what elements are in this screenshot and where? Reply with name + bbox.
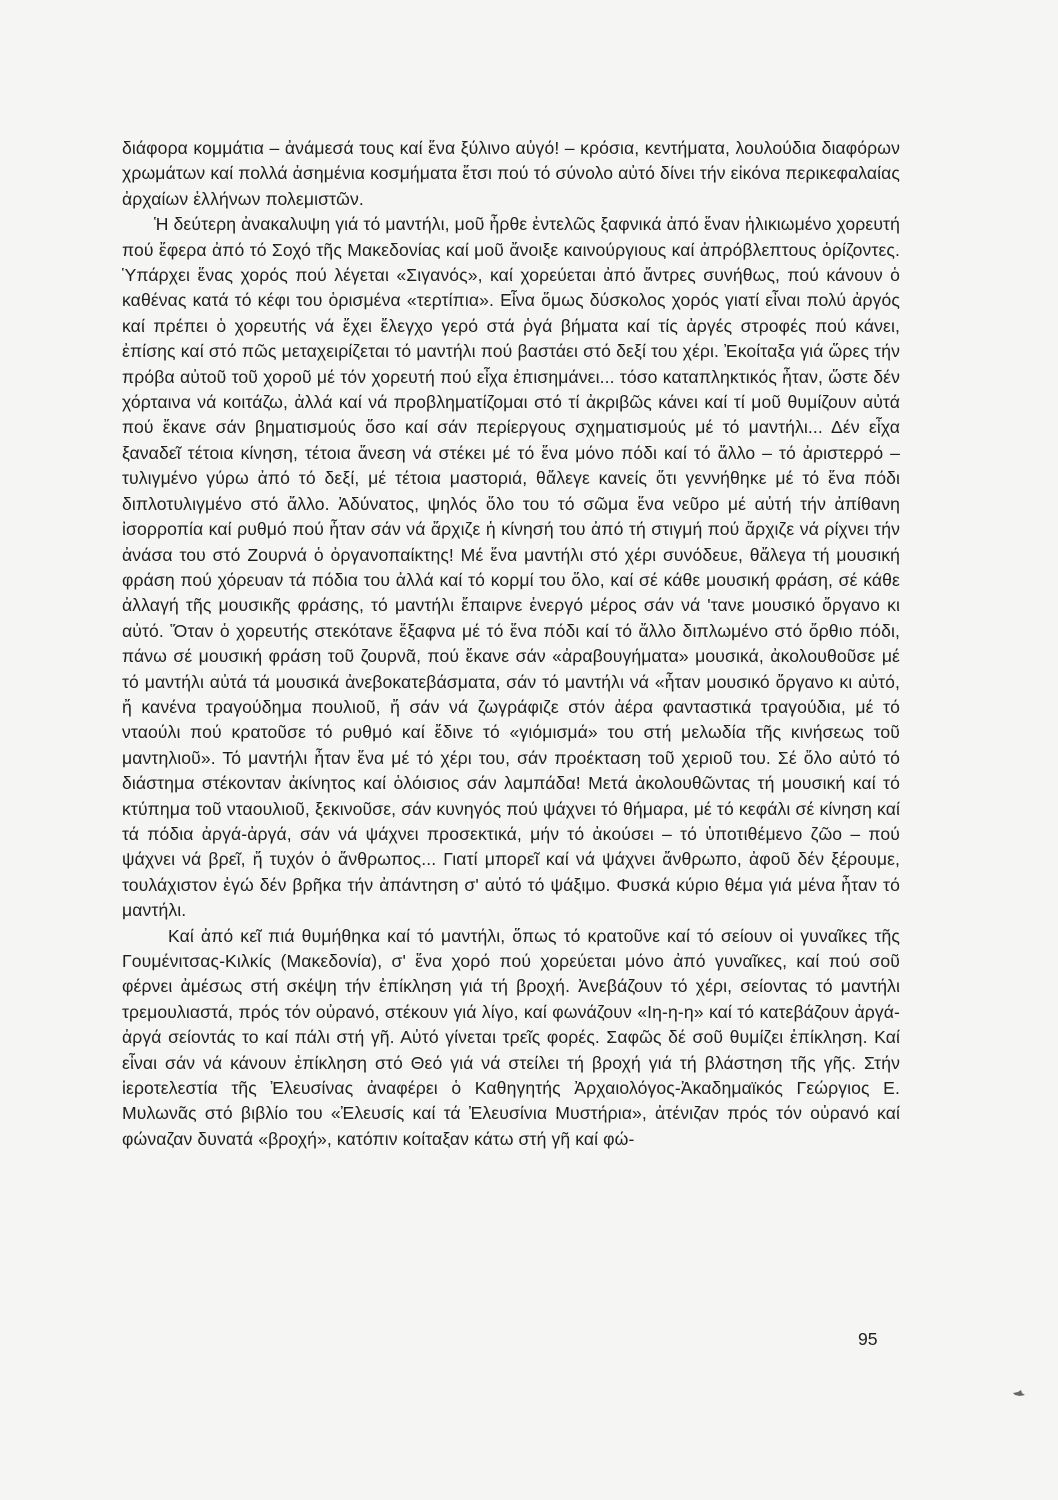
paragraph-3: Καί ἀπό κεῖ πιά θυμήθηκα καί τό μαντήλι, ὅπως τό κρατοῦνε καί τό σείουν οἱ γυναῖκες τῆς Γουμένιτσας-Κιλκίς (Μακεδονία), σ' ἕνα χορό πού χορεύεται μόνο ἀπό γυναῖκες, καί πού σοῦ φέρνει ἀμέσως στή σκέψη τήν ἐπίκληση γιά τή βροχή. Ἀνεβάζουν τό χέρι, σείοντας τό μαντήλι τρεμουλιαστά, πρός τόν οὐρανό, στέκουν γιά λίγο, καί φωνάζουν «Ιη-η-η» καί τό κατεβάζουν ἀργά-ἀργά σείοντάς το καί πάλι στή γῆ. Αὐτό γίνεται τρεῖς φορές. Σαφῶς δέ σοῦ θυμίζει ἐπίκληση. Καί εἶναι σάν νά κάνουν ἐπίκληση στό Θεό γιά νά στείλει τή βροχή γιά τή βλάστηση τῆς γῆς. Στήν ἱεροτελεστία τῆς Ἐλευσίνας ἀναφέρει ὁ Καθηγητής Ἀρχαιολόγος-Ἀκαδημαϊκός Γεώργιος Ε. Μυλωνᾶς στό βιβλίο του «Ἐλευσίς καί τά Ἐλευσίνια Μυστήρια», ἀτένιζαν πρός τόν οὐρανό καί φώναζαν δυνατά «βροχή», κατόπιν κοίταξαν κάτω στή γῆ καί φώ-: [122, 925, 900, 1149]
paragraph-1: διάφορα κομμάτια – ἀνάμεσά τους καί ἕνα ξύλινο αὐγό! – κρόσια, κεντήματα, λουλούδια διαφόρων χρωμάτων καί πολλά ἀσημένια κοσμήματα ἔτσι πού τό σύνολο αὐτό δίνει τήν εἰκόνα περικεφαλαίας ἀρχαίων ἑλλήνων πολεμιστῶν.: [122, 138, 900, 209]
paragraph-2: Ἡ δεύτερη ἀνακαλυψη γιά τό μαντήλι, μοῦ ἦρθε ἐντελῶς ξαφνικά ἀπό ἕναν ἡλικιωμένο χορευτή πού ἔφερα ἀπό τό Σοχό τῆς Μακεδονίας καί μοῦ ἄνοιξε καινούργιους καί ἀπρόβλεπτους ὁρίζοντες. Ὑπάρχει ἕνας χορός πού λέγεται «Σιγανός», καί χορεύεται ἀπό ἄντρες συνήθως, πού κάνουν ὁ καθένας κατά τό κέφι του ὁρισμένα «τερτίπια». Εἶνα ὅμως δύσκολος χορός γιατί εἶναι πολύ ἀργός καί πρέπει ὁ χορευτής νά ἔχει ἔλεγχο γερό στά ῥγά βήματα καί τίς ἀργές στροφές πού κάνει, ἐπίσης καί στό πῶς μεταχειρίζεται τό μαντήλι πού βαστάει στό δεξί του χέρι. Ἐκοίταξα γιά ὥρες τήν πρόβα αὐτοῦ τοῦ χοροῦ μέ τόν χορευτή πού εἶχα ἐπισημάνει... τόσο καταπληκτικός ἦταν, ὥστε δέν χόρταινα νά κοιτάζω, ἀλλά καί νά προβληματίζομαι στό τί ἀκριβῶς κάνει καί τί μοῦ θυμίζουν αὐτά πού ἔκανε σάν βηματισμούς ὅσο καί σάν περίεργους σχηματισμούς μέ τό μαντήλι... Δέν εἶχα ξαναδεῖ τέτοια κίνηση, τέτοια ἄνεση νά στέκει μέ τό ἕνα μόνο πόδι καί τό ἄλλο – τό ἀριστερρό – τυλιγμένο γύρω ἀπό τό δεξί, μέ τέτοια μαστοριά, θἄλεγε κανείς ὅτι γεννήθηκε μέ τό ἕνα πόδι διπλοτυλιγμένο στό ἄλλο. Ἀδύνατος, ψηλός ὅλο του τό σῶμα ἕνα νεῦρο μέ αὐτή τήν ἀπίθανη ἰσορροπία καί ρυθμό πού ἦταν σάν νά ἄρχιζε ἡ κίνησή του ἀπό τή στιγμή πού ἄρχιζε νά ρίχνει τήν ἀνάσα του στό Ζουρνά ὁ ὀργανοπαίκτης! Μέ ἕνα μαντήλι στό χέρι συνόδευε, θἄλεγα τή μουσική φράση πού χόρευαν τά πόδια του ἀλλά καί τό κορμί του ὅλο, καί σέ κάθε μουσική φράση, σέ κάθε ἀλλαγή τῆς μουσικῆς φράσης, τό μαντήλι ἔπαιρνε ἐνεργό μέρος σάν νά 'τανε μουσικό ὄργανο κι αὐτό. Ὅταν ὁ χορευτής στεκότανε ἔξαφνα μέ τό ἕνα πόδι καί τό ἄλλο διπλωμένο στό ὄρθιο πόδι, πάνω σέ μουσική φράση τοῦ ζουρνᾶ, πού ἔκανε σάν «ἀραβουγήματα» μουσικά, ἀκολουθοῦσε μέ τό μαντήλι αὐτά τά μουσικά ἀνεβοκατεβάσματα, σάν τό μαντήλι νά «ἦταν μουσικό ὄργανο κι αὐτό, ἤ κανένα τραγούδημα πουλιοῦ, ἤ σάν νά ζωγράφιζε στόν ἀέρα φανταστικά τραγούδια, μέ τό νταούλι πού κρατοῦσε τό ρυθμό καί ἔδινε τό «γιόμισμά» του στή μελωδία τῆς κινήσεως τοῦ μαντηλιοῦ». Τό μαντήλι ἦταν ἕνα μέ τό χέρι του, σάν προέκταση τοῦ χεριοῦ του. Σέ ὅλο αὐτό τό διάστημα στέκονταν ἀκίνητος καί ὁλόισιος σάν λαμπάδα! Μετά ἀκολουθῶντας τή μουσική καί τό κτύπημα τοῦ νταουλιοῦ, ξεκινοῦσε, σάν κυνηγός πού ψάχνει τό θήμαρα, μέ τό κεφάλι σέ κίνηση καί τά πόδια ἀργά-ἀργά, σάν νά ψάχνει προσεκτικά, μήν τό ἀκούσει – τό ὑποτιθέμενο ζῶο – πού ψάχνει νά βρεῖ, ἤ τυχόν ὁ ἄνθρωπος... Γιατί μπορεῖ καί νά ψάχνει ἄνθρωπο, ἀφοῦ δέν ξέρουμε, τουλάχιστον ἐγώ δέν βρῆκα τήν ἀπάντηση σ' αὐτό τό ψάξιμο. Φυσκά κύριο θέμα γιά μένα ἦταν τό μαντήλι.: [122, 214, 900, 921]
scan-speck-icon: [1012, 1388, 1026, 1398]
body-text: [122, 136, 900, 1152]
page-number: 95: [858, 1329, 878, 1349]
